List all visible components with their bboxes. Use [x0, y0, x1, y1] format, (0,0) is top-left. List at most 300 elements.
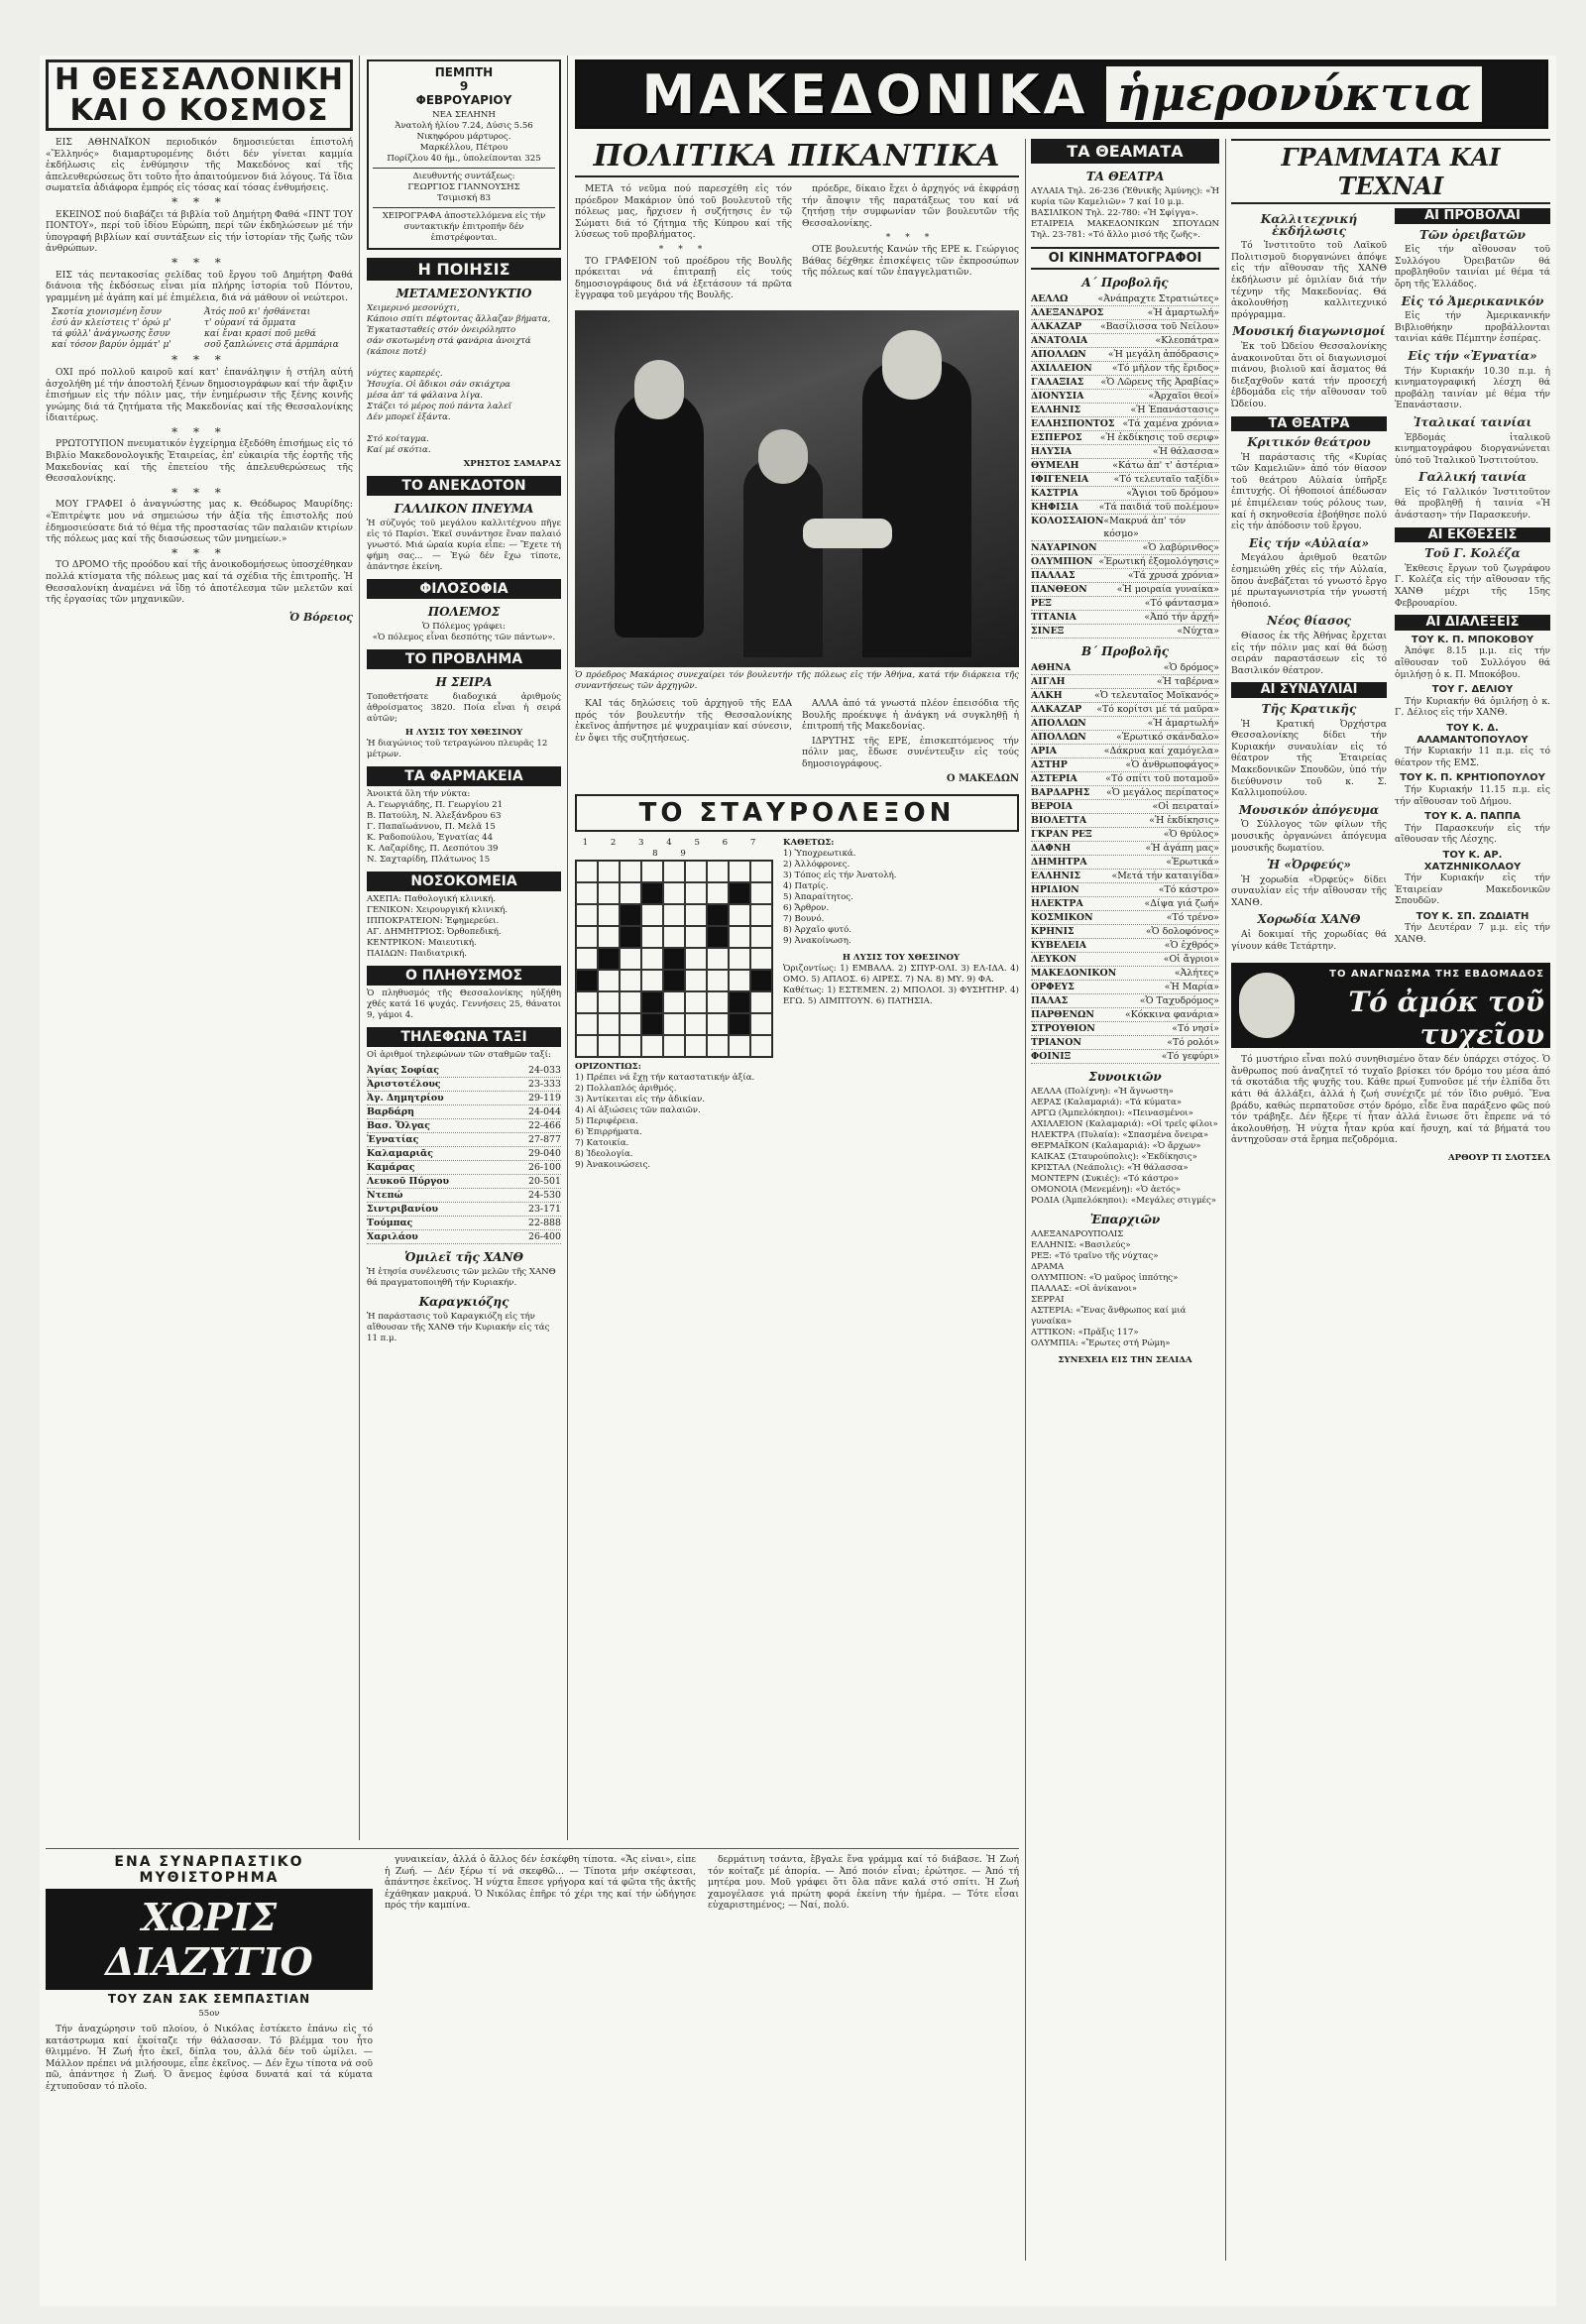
- article-paragraph: ΚΑΙ τάς δηλώσεις τοῦ ἀρχηγοῦ τῆς ΕΔΑ πρός τόν βουλευτήν τῆς Θεσσαλονίκης ἐκεῖνος ἀπήντησε μέ ψυχραιμίαν καί σύνεσιν, ἐν ὄψει τῆς συζητήσεως.: [575, 697, 792, 744]
- cinema-row: [1031, 459, 1219, 473]
- cinema-row-value: «Οἱ πειραταί»: [1152, 801, 1219, 812]
- cinema-row: [1031, 306, 1219, 320]
- cinema-row: [1031, 515, 1219, 541]
- lecture-title: ΤΟΥ Γ. ΔΕΛΙΟΥ: [1431, 684, 1514, 696]
- provinces-list: ΑΛΕΞΑΝΔΡΟΥΠΟΛΙΣ ΕΛΛΗΝΙΣ: «Βασιλεύς» ΡΕΞ: «Τό τραῖνο τῆς νύχτας» ΔΡΑΜΑ ΟΛΥΜΠΙΟΝ: «Ὁ μαῦρος ἱππότης» ΠΑΛΛΑΣ: «Οἱ ἀνίκανοι» ΣΕΡΡΑΙ ΑΣΤΕΡΙΑ: «Ἔνας ἄνθρωπος καί μιά γυναίκα» ΑΤΤΙΚΟΝ: «Πρᾶξις 117» ΟΛΥΜΠΙΑ: «Ἔρωτες στή Ρώμη»: [1031, 1229, 1187, 1348]
- crossword-cell: [641, 926, 663, 948]
- date-number: 9: [459, 79, 469, 93]
- crossword-cell: [620, 991, 641, 1013]
- cinema-row-value: «Δίψα γιά ζωή»: [1144, 898, 1219, 909]
- section-title-lectures: ΑΙ ΔΙΑΛΕΞΕΙΣ: [1395, 615, 1550, 631]
- crossword-cell: [598, 948, 620, 970]
- article-paragraph: ΕΚΕΙΝΟΣ πού διαβάζει τά βιβλία τοῦ Δημήτρη Φαθά «ΠΝΤ ΤΟΥ ΠΟΝΤΟΥ», περί τοῦ ἰδίου Εὐρώπη, περί τῶν ἐκδηλώσεων μέ τήν ὑπογραφή βιβλίων καί συντάξεων εἰς τήν ἱστορίαν τῆς ζωῆς τῶν ἀνθρώπων.: [46, 208, 353, 255]
- subhead: Τοῦ Γ. Κολέζα: [1424, 546, 1521, 561]
- cinema-row-label: ΝΑΥΑΡΙΝΟΝ: [1031, 542, 1097, 553]
- column-arts: [1231, 139, 1550, 2270]
- taxi-row: [367, 1064, 561, 1078]
- crossword-cell: [576, 904, 598, 926]
- taxi-list: [367, 1064, 561, 1244]
- section-title-theatres: ΤΑ ΘΕΑΤΡΑ: [1231, 416, 1387, 432]
- cinema-row-value: «Ἡ ἀγάπη μας»: [1145, 843, 1219, 854]
- cinema-row-label: ΦΟΙΝΙΞ: [1031, 1051, 1072, 1062]
- section-title-philosophy: ΦΙΛΟΣΟΦΙΑ: [367, 579, 561, 599]
- crossword-cell: [598, 861, 620, 882]
- cinema-row: [1031, 883, 1219, 897]
- problem-text: Τοποθετήσατε διαδοχικά ἀριθμούς ἀθροίσματος 3820. Ποία εἶναι ἡ σειρά αὐτῶν;: [367, 692, 561, 724]
- lecture-text: Τήν Κυριακήν 11.15 π.μ. εἰς τήν αἴθουσαν τοῦ Δήμου.: [1395, 783, 1550, 807]
- cinema-row-label: ΘΥΜΕΛΗ: [1031, 460, 1079, 471]
- crossword-grid: [575, 860, 773, 1058]
- article-paragraph: Εἰς τό Γαλλικόν Ἰνστιτοῦτον θά προβληθῇ ἡ ταινία «Ἡ ἀνάσταση» τήν Παρασκευήν.: [1395, 486, 1550, 522]
- cinema-row-label: ΕΛΛΗΝΙΣ: [1031, 871, 1081, 881]
- subhead: Εἰς τό Ἀμερικανικόν: [1401, 293, 1544, 308]
- crossword-cell: [750, 1035, 772, 1057]
- crossword-solution-title: Η ΛΥΣΙΣ ΤΟΥ ΧΘΕΣΙΝΟΥ: [842, 953, 961, 964]
- article-paragraph: ΜΟΥ ΓΡΑΦΕΙ ὁ ἀναγνώστης μας κ. Θεόδωρος Μαυρίδης: «Ἐπιτρέψτε μου νά σημειώσω τήν ἀξία τῆς ἐπιστολῆς πού ἐδημοσιεύσατε διά τό θέμα τῆς προστασίας τῶν παλαιῶν κτιρίων τῆς πόλεως μας καί τῆς διασώσεως τῶν μνημείων.»: [46, 499, 353, 545]
- taxi-row-value: 24-530: [528, 1190, 561, 1201]
- cinema-row-value: «Κάτω ἀπ' τ' ἀστέρια»: [1112, 460, 1219, 471]
- cinema-row-value: «Δάκρυα καί χαμόγελα»: [1103, 746, 1219, 756]
- crossword-cell: [663, 991, 685, 1013]
- cinema-row-value: «Ὁ ἀνθρωποφάγος»: [1125, 759, 1219, 770]
- crossword-cell: [707, 926, 729, 948]
- cinema-row-label: ΙΦΙΓΕΝΕΙΑ: [1031, 474, 1089, 485]
- cinema-row-label: ΚΟΛΟΣΣΑΙΟΝ: [1031, 516, 1104, 526]
- subhead: Μουσικόν ἀπόγευμα: [1238, 802, 1380, 817]
- cinema-row-label: ΑΙΓΛΗ: [1031, 676, 1066, 687]
- article-paragraph: Ἑβδομάς ἰταλικοῦ κινηματογράφου διοργανώνεται ὑπό τοῦ Ἰταλικοῦ Ἰνστιτούτου.: [1395, 431, 1550, 466]
- crossword-cell: [576, 861, 598, 882]
- novel-part: 55ον: [198, 2009, 220, 2019]
- cinema-row: [1031, 1022, 1219, 1036]
- crossword-cell: [620, 970, 641, 991]
- cinema-row-label: ΔΙΟΝΥΣΙΑ: [1031, 391, 1084, 402]
- taxi-row: [367, 1078, 561, 1092]
- lecture-title: ΤΟΥ Κ. Π. ΚΡΗΤΙΟΠΟΥΛΟΥ: [1400, 772, 1545, 784]
- article-paragraph: πρόεδρε, δίκαιο ἔχει ὁ ἀρχηγός νά ἐκφράσῃ τήν ἄποψιν τῆς παρατάξεως του καί νά ζητήσῃ τήν συμφωνίαν τῶν βουλευτῶν τῆς Θεσσαλονίκης.: [802, 183, 1019, 229]
- subhead: Μουσική διαγωνισμοί: [1232, 324, 1386, 339]
- crossword-numbers: 1 2 3 4 5 6 7 8 9: [582, 838, 766, 860]
- cinema-row-label: ΕΛΛΗΣΠΟΝΤΟΣ: [1031, 418, 1115, 429]
- cinema-row-label: ΤΙΤΑΝΙΑ: [1031, 612, 1076, 623]
- cinema-row-value: «Ὁ τελευταῖος Μοϊκανός»: [1094, 690, 1219, 701]
- column-thessaloniki-world: [46, 59, 353, 1844]
- crossword-cell: [750, 1013, 772, 1035]
- cinema-first-run-list: [1031, 292, 1219, 639]
- column-politics: ΠΟΛΙΤΙΚΑ ΠΙΚΑΝΤΙΚΑ ΜΕΤΑ τό νεῦμα πού παρεσχέθη εἰς τόν πρόεδρον Μακάριον ὑπό τοῦ βουλευτοῦ τῆς πόλεως μας, ἤρχισεν ἡ συζήτησις ἐν τῷ Σώματι διά τό ζήτημα τῆς Κύπρου καί τῆς λύσεως τοῦ προβλήματος. * * * ΤΟ ΓΡΑΦΕΙΟΝ τοῦ προέδρου τῆς Βουλῆς πρόκειται νά ἐπιτραπῇ εἰς τούς δημοσιογράφους διά νά ἐξετάσουν τά πρῶτα ἔγγραφα τοῦ μεγάρου τῆς Βουλῆς. πρόεδρε, δίκαιο ἔχει ὁ ἀρχηγός νά ἐκφράσῃ τήν ἄποψιν τῆς παρατάξεως του καί νά ζητήσῃ τήν συμφωνίαν τῶν βουλευτῶν τῆς Θεσσαλονίκης. * * * ΟΤΕ βουλευτής Κανών τῆς ΕΡΕ κ. Γεώργιος Βάθας δέχθηκε ἐπισκέψεις τῶν ἐκπροσώπων τῆς πόλεως καί τῶν ἐπαγγελματιῶν. Ὁ πρόεδρος Μακάριος συνεχαίρει τόν βουλευτήν τῆς πόλεως εἰς τήν Ἀθήνα, κατά τήν διάρκεια τῆς συναντήσεως τῶν ἀρχηγῶν. ΚΑΙ τάς δηλώσεις τοῦ ἀρχηγοῦ τῆς ΕΔΑ πρός τόν βουλευτήν τῆς Θεσσαλονίκης ἐκεῖνος ἀπήντησε μέ ψυχραιμίαν καί σύνεσιν, ἐν ὄψει τῆς συζητήσεως. ΑΛΛΑ ἀπό τά γνωστά πλέον ἐπεισόδια τῆς Βουλῆς προέκυψε ἡ ἀνάγκη νά συγκληθῇ ἡ ἐπιτροπή τῆς Μακεδονίας. ΙΔΡΥΤΗΣ τῆς ΕΡΕ, ἐπισκεπτόμενος τήν πόλιν μας, ἔδωσε συνέντευξιν εἰς τούς δημοσιογράφους. Ο ΜΑΚΕΔΩΝ ΤΟ ΣΤΑΥΡΟΛΕΞΟΝ 1 2 3 4 5 6 7 8 9 ΟΡΙΖΟΝΤΙΩΣ: 1) Πρέπει νά ἔχῃ τήν καταστατικήν ἀξία. 2) Πολλαπλός ἀριθμός. 3) Ἀντίκειται εἰς τήν ἀδικίαν. 4) Αἱ ἀξιώσεις τῶν παλαιῶν. 5) Περιφέρεια. 6) Ἐπιρρήματα. 7) Κατοικία. 8) Ἰδεολογία. 9) Ἀνακοινώσεις. ΚΑΘΕΤΩΣ: 1) Ὑποχρεωτικά. 2) Ἀλλόφρονες. 3) Τόπος εἰς τήν Ἀνατολή. 4) Πατρίς. 5) Ἀπαραίτητος. 6) Ἄρθρον. 7) Βουνό. 8) Ἀρχαῖο φυτό. 9) Ἀνακοίνωση. Η ΛΥΣΙΣ ΤΟΥ ΧΘΕΣΙΝΟΥ Ὁριζοντίως: 1) ΕΜΒΑΛΑ. 2) ΣΠΥΡ-ΟΛΙ. 3) ΕΛ-ΙΔΑ. 4) ΟΜΟ. 5) ΑΠΛΟΣ. 6) ΑΙΡΕΣ. 7) ΝΑ. 8) ΜΥ. 9) ΦΑ. Καθέτως: 1) ΕΣΤΕΜΕΝ. 2) ΜΠΟΛΟΙ. 3) ΦΥΣΗΤΗΡ. 4) ΕΓΩ. 5) ΛΙΜΠΤΟΥΝ. 6) ΠΑΤΗΣΙΑ.: [575, 139, 1019, 1171]
- crossword-cell: [641, 882, 663, 904]
- lectures-list: [1395, 635, 1550, 946]
- section-title-pharmacies: ΤΑ ΦΑΡΜΑΚΕΙΑ: [367, 766, 561, 786]
- crossword-cell: [598, 1013, 620, 1035]
- cinema-row: [1031, 583, 1219, 597]
- crossword-cell: [641, 948, 663, 970]
- cinema-row-label: ΗΡΙΔΙΟΝ: [1031, 884, 1079, 895]
- taxi-row-value: 22-888: [528, 1218, 561, 1228]
- crossword-cell: [598, 1035, 620, 1057]
- taxi-row-value: 26-400: [528, 1231, 561, 1242]
- hospitals-list: ΑΧΕΠΑ: Παθολογική κλινική. ΓΕΝΙΚΟΝ: Χειρουργική κλινική. ΙΠΠΟΚΡΑΤΕΙΟΝ: Ἐφημερεύει. ΑΓ. ΔΗΜΗΤΡΙΟΣ: Ὀρθοπεδική. ΚΕΝΤΡΙΚΟΝ: Μαιευτική. ΠΑΙΔΩΝ: Παιδιατρική.: [367, 894, 508, 959]
- cinema-row-label: ΗΛΥΣΙΑ: [1031, 446, 1073, 457]
- lecture-text: Ἀπόψε 8.15 μ.μ. εἰς τήν αἴθουσαν τοῦ Συλλόγου θά ὁμιλήσῃ ὁ κ. Π. Μποκόβου.: [1395, 645, 1550, 680]
- cinema-row: [1031, 473, 1219, 487]
- cinema-row: [1031, 939, 1219, 953]
- lecture-title: ΤΟΥ Κ. ΣΠ. ΖΩΔΙΑΤΗ: [1416, 910, 1529, 922]
- lecture-text: Τήν Παρασκευήν εἰς τήν αἴθουσαν τῆς Λέσχης.: [1395, 822, 1550, 846]
- crossword-cell: [729, 970, 750, 991]
- cinema-row-value: «Μακρυά ἀπ' τόν κόσμο»: [1103, 516, 1187, 539]
- crossword-cell: [641, 991, 663, 1013]
- taxi-intro: Οἱ ἀριθμοί τηλεφώνων τῶν σταθμῶν ταξί:: [367, 1050, 551, 1060]
- crossword-cell: [685, 991, 707, 1013]
- cinema-first-run: Α΄ Προβολῆς: [1081, 276, 1169, 290]
- cinema-row: [1031, 611, 1219, 625]
- cinema-row: [1031, 994, 1219, 1008]
- crossword-solution: Ὁριζοντίως: 1) ΕΜΒΑΛΑ. 2) ΣΠΥΡ-ΟΛΙ. 3) ΕΛ-ΙΔΑ. 4) ΟΜΟ. 5) ΑΠΛΟΣ. 6) ΑΙΡΕΣ. 7) ΝΑ. 8) ΜΥ. 9) ΦΑ. Καθέτως: 1) ΕΣΤΕΜΕΝ. 2) ΜΠΟΛΟΙ. 3) ΦΥΣΗΤΗΡ. 4) ΕΓΩ. 5) ΛΙΜΠΤΟΥΝ. 6) ΠΑΤΗΣΙΑ.: [783, 964, 1019, 1007]
- cinema-row-label: ΒΑΡΔΑΡΗΣ: [1031, 787, 1090, 798]
- cinema-second-run: Β΄ Προβολῆς: [1080, 644, 1170, 658]
- cinema-row: [1031, 800, 1219, 814]
- cinema-row-value: «Ἡ μοιραία γυναίκα»: [1116, 584, 1219, 595]
- taxi-row-label: Ἀγ. Δημητρίου: [367, 1093, 444, 1104]
- crossword-across-title: ΟΡΙΖΟΝΤΙΩΣ:: [575, 1062, 641, 1073]
- taxi-row-value: 24-033: [528, 1065, 561, 1076]
- cinema-row-value: «Τό γεφύρι»: [1161, 1051, 1219, 1062]
- crossword-cell: [663, 904, 685, 926]
- article-paragraph: Ὁ Σύλλογος τῶν φίλων τῆς μουσικῆς ὀργανώνει ἀπόγευμα μουσικῆς δωματίου.: [1231, 819, 1387, 854]
- hano-title: Ὁμιλεῖ τῆς ΧΑΝΘ: [404, 1250, 523, 1264]
- cinema-row: [1031, 320, 1219, 334]
- population-text: Ὁ πληθυσμός τῆς Θεσσαλονίκης ηὐξήθη χθές κατά 16 ψυχάς. Γεννήσεις 25, θάνατοι 9, γάμοι 4.: [367, 988, 561, 1020]
- column-shows: [1031, 139, 1219, 2270]
- cinema-row: [1031, 1008, 1219, 1022]
- crossword-cell: [641, 861, 663, 882]
- cinema-row-value: «Ἐρωτικά»: [1166, 857, 1219, 868]
- crossword-cell: [663, 970, 685, 991]
- crossword-cell: [576, 882, 598, 904]
- photo-caption: Ὁ πρόεδρος Μακάριος συνεχαίρει τόν βουλευτήν τῆς πόλεως εἰς τήν Ἀθήνα, κατά τήν διάρκεια τῆς συναντήσεως τῶν ἀρχηγῶν.: [575, 669, 1019, 691]
- cinema-row-label: ΑΛΕΞΑΝΔΡΟΣ: [1031, 307, 1104, 318]
- cinema-row-value: «Μετά τήν καταιγίδα»: [1111, 871, 1219, 881]
- pharmacies-list: Ἀνοικτά ὅλη τήν νύκτα: Α. Γεωργιάδης, Π. Γεωργίου 21 Β. Πατούλη, Ν. Ἀλεξάνδρου 63 Γ. Παπαϊωάννου, Π. Μελᾶ 15 Κ. Ραδοπούλου, Ἐγνατίας 44 Κ. Λαζαρίδης, Π. Δεσπότου 39 Ν. Σαχταρίδη, Πλάτωνος 15: [367, 789, 504, 865]
- crossword-cell: [707, 970, 729, 991]
- crossword-cell: [685, 882, 707, 904]
- cinema-row-label: ΓΑΛΑΞΙΑΣ: [1031, 377, 1084, 388]
- column-info: [367, 59, 561, 1844]
- karagiozis-text: Ἡ παράστασις τοῦ Καραγκιόζη εἰς τήν αἴθουσαν τῆς ΧΑΝΘ τήν Κυριακήν εἰς τάς 11 π.μ.: [367, 1312, 550, 1343]
- subhead: Ἰταλικαί ταινίαι: [1413, 414, 1532, 429]
- cinema-row-value: «Ὁ ἐχθρός»: [1164, 940, 1219, 951]
- crossword-down: 1) Ὑποχρεωτικά. 2) Ἀλλόφρονες. 3) Τόπος εἰς τήν Ἀνατολή. 4) Πατρίς. 5) Ἀπαραίτητος. 6) Ἄρθρον. 7) Βουνό. 8) Ἀρχαῖο φυτό. 9) Ἀνακοίνωση.: [783, 849, 897, 947]
- cinema-row-label: ΚΡΗΝΙΣ: [1031, 926, 1075, 937]
- cinema-row-label: ΓΚΡΑΝ ΡΕΞ: [1031, 829, 1092, 840]
- cinema-row-label: ΔΑΦΝΗ: [1031, 843, 1072, 854]
- crossword-cell: [576, 1013, 598, 1035]
- cinema-row-value: «Τό κορίτσι μέ τά μαῦρα»: [1096, 704, 1219, 715]
- masthead-title-right: ἡμερονύκτια: [1106, 66, 1481, 122]
- crossword-cell: [620, 861, 641, 882]
- poet-name: ΧΡΗΣΤΟΣ ΣΑΜΑΡΑΣ: [463, 459, 561, 469]
- title-line-1: Η ΘΕΣΣΑΛΟΝΙΚΗ: [54, 62, 345, 97]
- poem-text: Χειμερινό μεσονύχτι, Κάποιο σπίτι πέφτοντας ἄλλαζαν βήματα, Ἐγκατασταθείς στόν ὀνειρόληπτο σάν σκοτωμένη στά φανάρια ἀνοιχτά (κάποιε ποτέ) νύχτες καρπερές. Ἡσυχία. Οἱ ἄδικοι σάν σκιάχτρα μέσα ἀπ' τά φάλαινα λίγα. Στάζει τό μέρος πού πάντα λαλεῖ Δέν μπορεῖ ἐξάντα. Στό κοίταγμα. Καί μέ σκότια.: [367, 303, 551, 455]
- article-paragraph: ΜΕΤΑ τό νεῦμα πού παρεσχέθη εἰς τόν πρόεδρον Μακάριον ὑπό τοῦ βουλευτοῦ τῆς πόλεως μας, ἤρχισεν ἡ συζήτησις ἐν τῷ Σώματι διά τό ζήτημα τῆς Κύπρου καί τῆς λύσεως τοῦ προβλήματος.: [575, 183, 792, 241]
- cinema-row-label: ΠΑΝΘΕΟΝ: [1031, 584, 1087, 595]
- crossword-cell: [576, 948, 598, 970]
- weekly-reading-banner: [1231, 963, 1550, 1052]
- crossword-cell: [663, 948, 685, 970]
- taxi-row-label: Τούμπας: [367, 1218, 413, 1228]
- cinema-row-value: «Ἀλήτες»: [1174, 968, 1219, 979]
- crossword-cell: [641, 1013, 663, 1035]
- cinema-row: [1031, 362, 1219, 376]
- weekly-reading-author: ΑΡΘΟΥΡ ΤΙ ΣΛΟΤΣΕΛ: [1447, 1153, 1550, 1163]
- cinema-row-value: «Ὁ Λῶρενς τῆς Ἀραβίας»: [1100, 377, 1219, 388]
- section-title-screenings: ΑΙ ΠΡΟΒΟΛΑΙ: [1395, 208, 1550, 224]
- cinema-row: [1031, 292, 1219, 306]
- lecture-text: Τήν Δευτέραν 7 μ.μ. εἰς τήν ΧΑΝΘ.: [1395, 922, 1550, 946]
- crossword-cell: [576, 1035, 598, 1057]
- suburbs-title: Συνοικιῶν: [1088, 1070, 1162, 1084]
- crossword-cell: [707, 948, 729, 970]
- lecture-text: Τήν Κυριακήν εἰς τήν Ἑταιρείαν Μακεδονικῶν Σπουδῶν.: [1395, 872, 1550, 907]
- article-paragraph: Μεγάλου ἀριθμοῦ θεατῶν ἐσημειώθη χθές εἰς τήν Αὐλαία, ὅπου ἀνεβάζεται τό γνωστό ἔργο μέ πρωταγωνιστρία τήν γνωστή ἠθοποιό.: [1231, 552, 1387, 610]
- cinema-row: [1031, 870, 1219, 883]
- moon-phase: ΝΕΑ ΣΕΛΗΝΗ: [432, 110, 496, 120]
- article-paragraph: ΑΛΛΑ ἀπό τά γνωστά πλέον ἐπεισόδια τῆς Βουλῆς προέκυψε ἡ ἀνάγκη νά συγκληθῇ ἡ ἐπιτροπή τῆς Μακεδονίας.: [802, 697, 1019, 733]
- crossword-cell: [620, 948, 641, 970]
- cinema-row-label: ΠΑΛΛΑΣ: [1031, 570, 1076, 581]
- cinema-row: [1031, 390, 1219, 404]
- continued-notice: ΣΥΝΕΧΕΙΑ ΕΙΣ ΤΗΝ ΣΕΛΙΔΑ: [1058, 1355, 1192, 1365]
- cinema-row: [1031, 661, 1219, 675]
- lecture-title: ΤΟΥ Κ. ΑΡ. ΧΑΤΖΗΝΙΚΟΛΑΟΥ: [1423, 849, 1522, 872]
- taxi-row-value: 26-100: [528, 1162, 561, 1173]
- cinema-row: [1031, 856, 1219, 870]
- cinema-row-label: ΟΛΥΜΠΙΟΝ: [1031, 556, 1093, 567]
- cinema-row-label: ΗΛΕΚΤΡΑ: [1031, 898, 1083, 909]
- section-title-cinemas: ΟΙ ΚΙΝΗΜΑΤΟΓΡΑΦΟΙ: [1031, 247, 1219, 270]
- novel-author: ΤΟΥ ΖΑΝ ΣΑΚ ΣΕΜΠΑΣΤΙΑΝ: [107, 1992, 311, 2006]
- taxi-row-value: 27-877: [528, 1134, 561, 1145]
- cinema-row: [1031, 487, 1219, 501]
- cinema-row-value: «Ἡ θάλασσα»: [1152, 446, 1219, 457]
- cinema-row-value: «Τό τρένο»: [1166, 912, 1219, 923]
- crossword-cell: [729, 948, 750, 970]
- cinema-row-label: ΣΤΡΟΥΘΙΟΝ: [1031, 1023, 1095, 1034]
- cinema-row: [1031, 569, 1219, 583]
- cinema-row-label: ΤΡΙΑΝΟΝ: [1031, 1037, 1081, 1048]
- cinema-row: [1031, 501, 1219, 515]
- cinema-row-value: «Ἡ ταβέρνα»: [1156, 676, 1219, 687]
- taxi-row: [367, 1161, 561, 1175]
- crossword-cell: [685, 1035, 707, 1057]
- poem-verses: [52, 307, 347, 351]
- crossword-cell: [598, 904, 620, 926]
- taxi-row-label: Καλαμαριᾶς: [367, 1148, 433, 1159]
- crossword-cell: [685, 926, 707, 948]
- novel-text: Τήν ἀναχώρησιν τοῦ πλοίου, ὁ Νικόλας ἐστέκετο ἐπάνω εἰς τό κατάστρωμα καί ἐκοίταζε τήν θάλασσαν. Τό βλέμμα του ἦτο θλιμμένο. Ἡ Ζωή ἦτο ἐκεῖ, δίπλα του, ἀλλά δέν τοῦ ὡμίλει. — Μάλλον πρέπει νά μιλήσουμε, εἶπε ἐκεῖνος. — Δέν ἔχω τίποτα νά σοῦ πῶ, ἀπάντησε ἡ Ζωή. Ὁ ἄνεμος ἐφύσα δυνατά καί τά κύματα ἐχτυποῦσαν τό πλοῖο.: [46, 2024, 373, 2092]
- taxi-row-label: Βαρδάρη: [367, 1106, 414, 1117]
- taxi-row: [367, 1092, 561, 1105]
- cinema-row-value: «Τό τελευταῖο ταξίδι»: [1113, 474, 1219, 485]
- article-paragraph: Ἐκθεσις ἔργων τοῦ ζωγράφου Γ. Κολέζα εἰς τήν αἴθουσαν τῆς ΧΑΝΘ μέχρι τῆς 15ης Φεβρουαρίου.: [1395, 562, 1550, 609]
- article-paragraph: ΤΟ ΔΡΟΜΟ τῆς προόδου καί τῆς ἀνοικοδομήσεως ὑποσχέθηκαν πολλά κτίσματα τῆς πόλεως μας καί τά σχέδια τῆς ἐπιτροπῆς. Ἡ Θεσσαλονίκη ἀναμένει νά ἴδῃ τό ἀποτέλεσμα τῶν μελετῶν καί τῆς ἐργασίας τῶν μηχανικῶν.: [46, 559, 353, 606]
- cinema-row-label: ΑΠΟΛΛΩΝ: [1031, 349, 1086, 360]
- signature: Ὁ Βόρειος: [288, 610, 353, 624]
- section-title-anecdote: ΤΟ ΑΝΕΚΔΟΤΟΝ: [367, 476, 561, 496]
- separator-stars: * * *: [171, 194, 227, 209]
- cinema-row-value: «Οἱ ἄγριοι»: [1163, 954, 1219, 965]
- crossword-cell: [685, 970, 707, 991]
- cinema-row: [1031, 541, 1219, 555]
- cinema-row-label: ΚΥΒΕΛΕΙΑ: [1031, 940, 1086, 951]
- cinema-row-label: ΑΛΚΗ: [1031, 690, 1063, 701]
- taxi-row: [367, 1230, 561, 1244]
- novel-title: ΧΩΡΙΣ ΔΙΑΖΥΓΙΟ: [46, 1889, 373, 1990]
- cinema-row-value: «Ὁ δρόμος»: [1163, 662, 1219, 673]
- section-title-hospitals: ΝΟΣΟΚΟΜΕΙΑ: [367, 872, 561, 891]
- cinema-row-value: «Ὁ δολοφόνος»: [1145, 926, 1219, 937]
- crossword-cell: [620, 882, 641, 904]
- cinema-row: [1031, 925, 1219, 939]
- cinema-row-label: ΑΛΚΑΖΑΡ: [1031, 321, 1082, 332]
- lecture-title: ΤΟΥ Κ. Δ. ΑΛΑΜΑΝΤΟΠΟΥΛΟΥ: [1416, 722, 1529, 746]
- subhead: Γαλλική ταινία: [1418, 470, 1527, 485]
- taxi-row-label: Χαριλάου: [367, 1231, 418, 1242]
- crossword-cell: [663, 1013, 685, 1035]
- taxi-row-label: Καμάρας: [367, 1162, 415, 1173]
- cinema-row-label: ΚΗΦΙΣΙΑ: [1031, 502, 1078, 513]
- subhead: Τῶν ὀρειβατῶν: [1419, 227, 1526, 242]
- solution-title: Η ΛΥΣΙΣ ΤΟΥ ΧΘΕΣΙΝΟΥ: [404, 728, 523, 738]
- cinema-row-value: «Ἡ Ἐπανάστασις»: [1130, 405, 1219, 415]
- cinema-row-label: ΣΙΝΕΞ: [1031, 626, 1065, 637]
- taxi-row-value: 22-466: [528, 1120, 561, 1131]
- cinema-row-value: «Ἡ μεγάλη ἀπόδρασις»: [1107, 349, 1219, 360]
- crossword-cell: [750, 882, 772, 904]
- cinema-row: [1031, 731, 1219, 745]
- crossword-cell: [663, 926, 685, 948]
- cinema-row-label: ΑΣΤΗΡ: [1031, 759, 1068, 770]
- cinema-row: [1031, 758, 1219, 772]
- article-paragraph: Αἱ δοκιμαί τῆς χορωδίας θά γίνουν κάθε Τετάρτην.: [1231, 929, 1387, 952]
- cinema-row-value: «Τό σπίτι τοῦ ποταμοῦ»: [1105, 773, 1219, 784]
- cinema-row-label: ΚΑΣΤΡΙΑ: [1031, 488, 1078, 499]
- cinema-row: [1031, 745, 1219, 758]
- article-paragraph: Ἡ χορωδία «Ὀρφεύς» δίδει συναυλίαν εἰς τήν αἴθουσαν τῆς ΧΑΝΘ.: [1231, 873, 1387, 908]
- crossword-cell: [750, 904, 772, 926]
- cinema-row-label: ΑΧΙΛΛΕΙΟΝ: [1031, 363, 1092, 374]
- crossword-cell: [641, 970, 663, 991]
- cinema-row-label: ΒΙΟΛΕΤΤΑ: [1031, 815, 1087, 826]
- cinema-row-label: ΑΘΗΝΑ: [1031, 662, 1072, 673]
- cinema-row-value: «Ἡ ἐκδίκησις»: [1149, 815, 1219, 826]
- cinema-second-run-list: [1031, 661, 1219, 1064]
- cinema-row-value: «Ἡ ἀμαρτωλή»: [1147, 307, 1219, 318]
- crossword-cell: [576, 926, 598, 948]
- anecdote-subtitle: ΓΑΛΛΙΚΟΝ ΠΝΕΥΜΑ: [394, 502, 534, 516]
- subhead: Χορωδία ΧΑΝΘ: [1257, 912, 1361, 927]
- cinema-row-value: «Ἄγιοι τοῦ δρόμου»: [1126, 488, 1219, 499]
- crossword-cell: [707, 882, 729, 904]
- theaters-list: ΑΥΛΑΙΑ Τηλ. 26-236 (Ἐθνικῆς Ἀμύνης): «Ἡ κυρία τῶν Καμελιῶν» 7 καί 10 μ.μ. ΒΑΣΙΛΙΚΟΝ Τηλ. 22-780: «Ἡ Σφίγγα». ΕΤΑΙΡΕΙΑ ΜΑΚΕΔΟΝΙΚΩΝ ΣΠΟΥΔΩΝ Τηλ. 23-781: «Τό ἄλλο μισό τῆς ζωῆς».: [1031, 186, 1219, 240]
- cinema-row-label: ΟΡΦΕΥΣ: [1031, 982, 1075, 992]
- crossword-cell: [750, 926, 772, 948]
- cinema-row-value: «Τό νησί»: [1172, 1023, 1219, 1034]
- subhead: Ἡ «Ὀρφεύς»: [1267, 858, 1351, 872]
- article-paragraph: Ἐκ τοῦ Ὠδείου Θεσσαλονίκης ἀνακοινοῦται ὅτι οἱ διαγωνισμοί πιάνου, βιολιοῦ καί ἄσματος θά διεξαχθοῦν κατά τήν προσεχή ἑβδομάδα εἰς τήν αἴθουσαν τοῦ Ὠδείου.: [1231, 340, 1387, 409]
- problem-subtitle: Η ΣΕΙΡΑ: [435, 675, 493, 689]
- cinema-row-label: ΑΡΙΑ: [1031, 746, 1057, 756]
- cinema-row: [1031, 625, 1219, 639]
- lecture-title: ΤΟΥ Κ. Α. ΠΑΠΠΑ: [1424, 811, 1521, 823]
- provinces-title: Ἐπαρχιῶν: [1089, 1213, 1161, 1226]
- crossword-cell: [729, 904, 750, 926]
- cinema-row-value: «Τά χαμένα χρόνια»: [1122, 418, 1219, 429]
- masthead-title-left: ΜΑΚΕΔΟΝΙΚΑ: [641, 62, 1089, 126]
- article-paragraph: ΤΟ ΓΡΑΦΕΙΟΝ τοῦ προέδρου τῆς Βουλῆς πρόκειται νά ἐπιτραπῇ εἰς τούς δημοσιογράφους διά νά ἐξετάσουν τά πρῶτα ἔγγραφα τοῦ μεγάρου τῆς Βουλῆς.: [575, 255, 792, 301]
- taxi-row: [367, 1105, 561, 1119]
- cinema-row-label: ΑΠΟΛΛΩΝ: [1031, 732, 1086, 743]
- cinema-row-value: «Κλεοπάτρα»: [1155, 335, 1219, 346]
- arts-title: ΓΡΑΜΜΑΤΑ ΚΑΙ ΤΕΧΝΑΙ: [1231, 139, 1550, 204]
- section-title-shows: ΤΑ ΘΕΑΜΑΤΑ: [1031, 139, 1219, 164]
- cinema-row-label: ΑΠΟΛΛΩΝ: [1031, 718, 1086, 729]
- novel-banner: ΕΝΑ ΣΥΝΑΡΠΑΣΤΙΚΟ ΜΥΘΙΣΤΟΡΗΜΑ: [114, 1854, 304, 1886]
- cinema-row: [1031, 445, 1219, 459]
- cinema-row: [1031, 1050, 1219, 1064]
- cinema-row-value: «Ὁ θρύλος»: [1163, 829, 1219, 840]
- cinema-row: [1031, 772, 1219, 786]
- cinema-row: [1031, 703, 1219, 717]
- cinema-row-value: «Ἡ ἀμαρτωλή»: [1147, 718, 1219, 729]
- cinema-row: [1031, 897, 1219, 911]
- cinema-row: [1031, 376, 1219, 390]
- politics-title: ΠΟΛΙΤΙΚΑ ΠΙΚΑΝΤΙΚΑ: [575, 139, 1019, 177]
- cinema-row-value: «Ἡ ἐκδίκησις τοῦ σεριφ»: [1099, 432, 1219, 443]
- weekly-reading-label: ΤΟ ΑΝΑΓΝΩΣΜΑ ΤΗΣ ΕΒΔΟΜΑΔΟΣ: [1329, 969, 1544, 981]
- taxi-row-label: Ντεπώ: [367, 1190, 403, 1201]
- column-title: [46, 59, 353, 131]
- crossword-down-title: ΚΑΘΕΤΩΣ:: [783, 838, 835, 849]
- crossword-cell: [729, 882, 750, 904]
- cinema-row: [1031, 828, 1219, 842]
- taxi-row: [367, 1147, 561, 1161]
- subhead: Νέος θίασος: [1267, 614, 1351, 629]
- cinema-row-value: «Τό μῆλον τῆς ἔριδος»: [1111, 363, 1219, 374]
- taxi-row: [367, 1175, 561, 1189]
- separator-stars: * * *: [171, 255, 227, 270]
- taxi-row: [367, 1133, 561, 1147]
- cinema-row-value: «Τό κάστρο»: [1158, 884, 1219, 895]
- crossword-cell: [729, 861, 750, 882]
- crossword-cell: [598, 926, 620, 948]
- crossword-cell: [663, 861, 685, 882]
- section-title-population: Ο ΠΛΗΘΥΣΜΟΣ: [367, 966, 561, 986]
- signature: Ο ΜΑΚΕΔΩΝ: [946, 772, 1019, 784]
- suburbs-list: ΑΕΛΛΑ (Πολίχνη): «Ἡ ἄγνωστη» ΑΕΡΑΣ (Καλαμαριά): «Τά κύματα» ΑΡΓΩ (Ἀμπελόκηποι): «Πεινασμένοι» ΑΧΙΛΛΕΙΟΝ (Καλαμαριά): «Οἱ τρεῖς φίλοι» ΗΛΕΚΤΡΑ (Πυλαία): «Σπασμένα ὄνειρα» ΘΕΡΜΑΪΚΟΝ (Καλαμαριά): «Ὁ ἄρχων» ΚΑΙΚΑΣ (Σταυρούπολις): «Ἐκδίκησις» ΚΡΙΣΤΑΛ (Νεάπολις): «Ἡ θάλασσα» ΜΟΝΤΕΡΝ (Συκιές): «Τό κάστρο» ΟΜΟΝΟΙΑ (Μενεμένη): «Ὁ ἀετός» ΡΟΔΙΑ (Ἀμπελόκηποι): «Μεγάλες στιγμές»: [1031, 1087, 1218, 1206]
- verse-right: Ἀτός ποῦ κι' ἠσθάνεται τ' οὐρανί τά ὄμματα καί ἔναι κρασί ποῦ μεθά σοῦ ξαπλώνεις στά ἀρμπάρια: [204, 307, 339, 351]
- cinema-row-value: «Ὁ μεγάλος περίπατος»: [1106, 787, 1219, 798]
- cinema-row-value: «Ὁ λαβύρινθος»: [1142, 542, 1219, 553]
- crossword-cell: [641, 904, 663, 926]
- cinema-row-label: ΠΑΡΘΕΝΩΝ: [1031, 1009, 1094, 1020]
- crossword-cell: [641, 1035, 663, 1057]
- cinema-row: [1031, 786, 1219, 800]
- taxi-row-value: 29-119: [528, 1093, 561, 1104]
- article-paragraph: ΟΤΕ βουλευτής Κανών τῆς ΕΡΕ κ. Γεώργιος Βάθας δέχθηκε ἐπισκέψεις τῶν ἐκπροσώπων τῆς πόλεως καί τῶν ἐπαγγελματιῶν.: [802, 243, 1019, 279]
- crossword-cell: [620, 1013, 641, 1035]
